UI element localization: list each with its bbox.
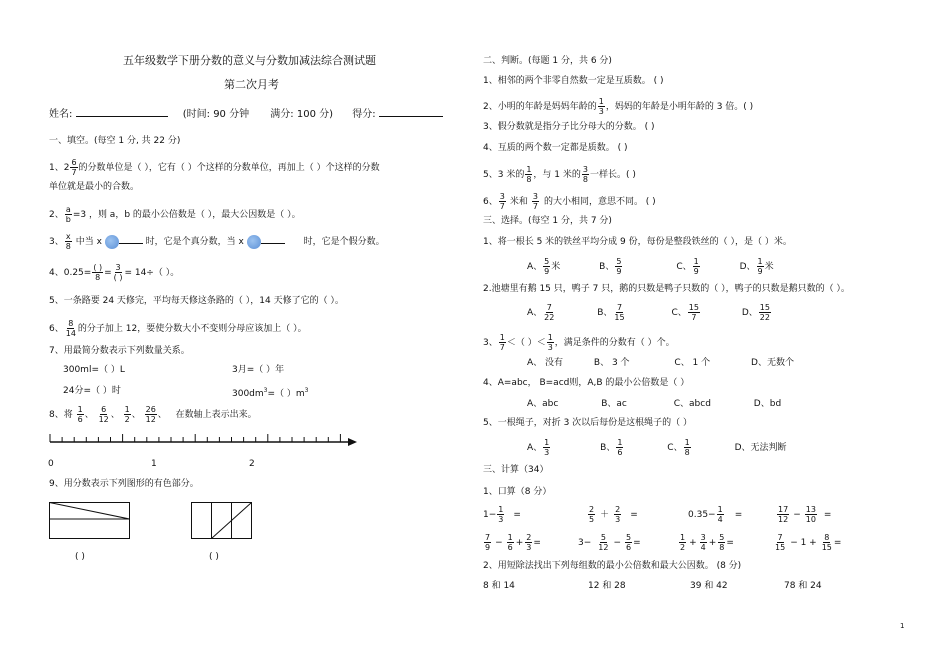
- j6-text-b: 米和: [509, 197, 528, 207]
- option-d[interactable]: [741, 303, 772, 322]
- blue-dot-icon: [247, 235, 261, 249]
- option-a[interactable]: [527, 303, 556, 322]
- q7-volume-a: 300dm: [232, 389, 264, 399]
- axis-label-2: 2: [249, 459, 255, 469]
- option-fraction: [684, 438, 691, 457]
- option-d[interactable]: D、无数个: [751, 358, 794, 368]
- opt-den: 9: [693, 267, 699, 276]
- option-a[interactable]: [527, 438, 551, 457]
- option-label: D、: [741, 308, 758, 318]
- calc-2-4: [773, 533, 841, 552]
- calc-fraction: [497, 505, 504, 524]
- opt-num: 5: [616, 257, 622, 266]
- j5-num-1: 1: [526, 165, 532, 174]
- q8-den-1: 6: [77, 415, 83, 424]
- calc-equals: =: [734, 510, 743, 520]
- calc-num: 2: [526, 533, 532, 542]
- q4-equals: =: [104, 268, 112, 278]
- question-1: [49, 158, 380, 177]
- option-fraction: [757, 257, 764, 276]
- calc-equals: =: [630, 510, 638, 520]
- calc-num: 7: [777, 533, 783, 542]
- option-fraction: [543, 303, 555, 322]
- option-fraction: [759, 303, 771, 322]
- calc-1-3: [688, 505, 742, 524]
- score-label: 得分:: [352, 109, 376, 120]
- q8-num-2: 6: [101, 405, 107, 414]
- option-c[interactable]: [667, 438, 691, 457]
- q3-num: x: [65, 232, 71, 241]
- calc-num: 1: [680, 533, 686, 542]
- option-label: A、: [527, 443, 543, 453]
- choice-2: 2.池塘里有鹅 15 只，鸭子 7 只，鹅的只数是鸭子只数的（ ），鸭子的只数是鹅只数的（ ）。: [483, 284, 850, 294]
- s3-text-a: ＜（ ）＜: [506, 338, 546, 348]
- option-label: C、: [667, 443, 683, 453]
- blue-dot-icon: [105, 235, 119, 249]
- figure-rectangle-2: [191, 502, 253, 540]
- opt-den: 9: [544, 267, 550, 276]
- calc-den: 10: [805, 515, 816, 524]
- option-label: A、: [527, 308, 543, 318]
- opt-num: 7: [546, 303, 552, 312]
- q8-text: 在数轴上表示出来。: [175, 410, 257, 420]
- q8-fraction-1: [77, 405, 84, 424]
- j5-text-b: ，与 1 米的: [533, 170, 581, 180]
- info-line: [49, 109, 443, 121]
- question-4: [49, 263, 179, 282]
- opt-den: 9: [616, 267, 622, 276]
- calc-num: 5: [600, 533, 606, 542]
- calc-den: 5: [589, 515, 595, 524]
- calc-den: 8: [719, 543, 725, 552]
- option-a[interactable]: A、abc: [527, 399, 559, 409]
- calc-den: 6: [626, 543, 632, 552]
- opt-den: 22: [544, 313, 555, 322]
- q4-fraction-1: [92, 263, 103, 282]
- calc-den: 9: [485, 543, 491, 552]
- q3-fraction: [65, 232, 72, 251]
- calc-fraction: [588, 505, 595, 524]
- calc-1-4: [776, 505, 831, 524]
- option-unit: 米: [551, 262, 561, 272]
- j6-fraction-1: [499, 192, 506, 211]
- calc-num: 5: [719, 533, 725, 542]
- calc-num: 2: [615, 505, 621, 514]
- s3-num-2: 1: [547, 333, 553, 342]
- j5-num-2: 3: [582, 165, 588, 174]
- q3-blank-1[interactable]: [119, 243, 143, 244]
- calc-fraction: [805, 505, 817, 524]
- question-5: 5、一条路要 24 天修完，平均每天修这条路的（ ），14 天修了它的（ ）。: [49, 296, 344, 306]
- judge-5: [483, 165, 636, 184]
- exam-title: 五年级数学下册分数的意义与分数加减法综合测试题: [123, 54, 376, 67]
- q7-item-minutes: 24分=（ ）时: [63, 386, 121, 396]
- time-label: (时间: 90 分钟: [182, 109, 250, 120]
- question-1-cont: 单位就是最小的合数。: [49, 182, 140, 192]
- calc-division-heading: 2、用短除法找出下列每组数的最小公倍数和最大公因数。 (8 分): [483, 561, 742, 571]
- q3-text-a: 中当 x: [75, 237, 102, 247]
- q8-fraction-2: [98, 405, 110, 424]
- calc-2-2: [578, 533, 641, 552]
- calc-op: − 1 +: [790, 538, 817, 548]
- q2-fraction: [65, 205, 72, 224]
- opt-num: 1: [544, 438, 550, 447]
- q7-volume-sup2: 3: [304, 387, 309, 394]
- choice-1: 1、将一根长 5 米的铁丝平均分成 9 份，每份是整段铁丝的（ ），是（ ）米。: [483, 237, 792, 247]
- choice-4: 4、A=abc， B=acd则，A,B 的最小公倍数是（ ）: [483, 378, 690, 388]
- judge-4: 4、互质的两个数一定都是质数。 ( ): [483, 143, 628, 153]
- q3-blank-2[interactable]: [261, 243, 285, 244]
- calc-den: 2: [680, 543, 686, 552]
- option-c[interactable]: C、abcd: [673, 399, 711, 409]
- option-fraction: [616, 438, 623, 457]
- full-score-label: 满分: 100 分): [270, 109, 334, 120]
- option-label: B、: [597, 308, 613, 318]
- option-label: B、: [600, 443, 616, 453]
- question-9: 9、用分数表示下列图形的有色部分。: [49, 479, 199, 489]
- calc-fraction: [525, 533, 532, 552]
- calc-2-3: [678, 533, 734, 552]
- calc-2-1: [483, 533, 541, 552]
- score-field[interactable]: [379, 116, 443, 117]
- s3-den-2: 3: [547, 343, 553, 352]
- q8-den-3: 2: [124, 415, 130, 424]
- q2-prefix: 2、: [49, 210, 64, 220]
- calc-equals: =: [823, 510, 832, 520]
- calc-fraction: [484, 533, 491, 552]
- q8-num-4: 26: [145, 405, 156, 414]
- judge-2: [483, 97, 753, 116]
- calc-den: 6: [507, 543, 513, 552]
- opt-num: 15: [688, 303, 699, 312]
- s3-den-1: 7: [499, 343, 505, 352]
- calc-num: 1: [717, 505, 723, 514]
- choice-5: 5、一根绳子，对折 3 次以后每份是这根绳子的（ ）: [483, 418, 693, 428]
- q8-prefix: 8、将: [49, 410, 73, 420]
- q4-num-1: ( ): [93, 263, 103, 272]
- j5-den-1: 8: [526, 175, 532, 184]
- j6-den-2: 7: [532, 202, 538, 211]
- option-c[interactable]: [671, 303, 700, 322]
- opt-den: 8: [684, 448, 690, 457]
- calc-fraction: [614, 505, 621, 524]
- j6-num-1: 3: [499, 192, 505, 201]
- q6-fraction: [65, 319, 77, 338]
- calc-1-2: [587, 505, 638, 524]
- name-label: 姓名:: [49, 109, 73, 120]
- calc-num: 13: [805, 505, 816, 514]
- calc-equals: =: [513, 510, 521, 520]
- calc-part: 3−: [578, 538, 592, 548]
- name-field[interactable]: [76, 116, 168, 117]
- q4-fraction-2: [113, 263, 124, 282]
- calc-num: 1: [498, 505, 504, 514]
- choice-2-options: [527, 303, 772, 322]
- q1-num: 6: [71, 158, 77, 167]
- calc-fraction: [777, 505, 789, 524]
- opt-num: 15: [759, 303, 770, 312]
- calc-part: 1−: [483, 510, 497, 520]
- calc-num: 1: [507, 533, 513, 542]
- option-b[interactable]: B、ac: [601, 399, 627, 409]
- option-c[interactable]: C、 1 个: [674, 358, 711, 368]
- option-d[interactable]: D、无法判断: [734, 443, 787, 453]
- j6-den-1: 7: [499, 202, 505, 211]
- calc-fraction: [774, 533, 786, 552]
- option-label: D、: [739, 262, 756, 272]
- s3-num-1: 1: [499, 333, 505, 342]
- calc-num: 3: [700, 533, 706, 542]
- option-b[interactable]: [597, 303, 626, 322]
- page-number: 1: [900, 622, 905, 630]
- section-calc-heading: 三、计算（34）: [483, 465, 549, 475]
- q2-text: =3 ，则 a，b 的最小公倍数是（ ），最大公因数是（ ）。: [72, 210, 301, 220]
- calc-fraction: [507, 533, 514, 552]
- calc-1-1: [483, 505, 521, 524]
- option-fraction: [688, 303, 700, 322]
- calc-op: +: [515, 538, 524, 548]
- q8-fraction-3: [124, 405, 131, 424]
- calc-num: 7: [485, 533, 491, 542]
- q4-num-2: 3: [115, 263, 121, 272]
- calc-equals: =: [533, 538, 541, 548]
- j5-text-c: 一样长。( ): [589, 170, 636, 180]
- option-fraction: [543, 438, 550, 457]
- option-fraction: [543, 257, 550, 276]
- axis-label-0: 0: [48, 459, 54, 469]
- option-d[interactable]: D、bd: [753, 399, 782, 409]
- question-7: 7、用最简分数表示下列数量关系。: [49, 346, 190, 356]
- calc-den: 15: [821, 543, 832, 552]
- calc-fraction: [718, 533, 725, 552]
- question-6: [49, 319, 307, 338]
- j2-num: 1: [598, 97, 604, 106]
- calc-fraction: [597, 533, 609, 552]
- calc-op: −: [613, 538, 622, 548]
- j6-fraction-2: [532, 192, 539, 211]
- calc-num: 17: [778, 505, 789, 514]
- calc-oral-heading: 1、口算（8 分）: [483, 487, 552, 497]
- calc-fraction: [717, 505, 724, 524]
- choice-5-options: [527, 438, 787, 457]
- opt-den: 6: [617, 448, 623, 457]
- q3-text-b: 时，它是个真分数，当 x: [145, 237, 244, 247]
- s3-fraction-2: [547, 333, 554, 352]
- s3-text-b: ，满足条件的分数有（ ）个。: [554, 338, 675, 348]
- q8-den-2: 12: [98, 415, 109, 424]
- j2-text-a: 2、小明的年龄是妈妈年龄的: [483, 102, 597, 112]
- calc-den: 12: [598, 543, 609, 552]
- opt-den: 9: [757, 267, 763, 276]
- opt-num: 1: [617, 438, 623, 447]
- choice-1-options: [527, 257, 774, 276]
- opt-den: 7: [691, 313, 697, 322]
- q2-num: a: [65, 205, 71, 214]
- opt-num: 7: [616, 303, 623, 312]
- opt-num: 1: [693, 257, 699, 266]
- option-b[interactable]: [600, 438, 624, 457]
- axis-label-1: 1: [151, 459, 157, 469]
- q4-den-2: ( ): [113, 273, 123, 282]
- q8-num-3: 1: [124, 405, 130, 414]
- q8-fraction-4: [145, 405, 157, 424]
- question-8: 8、将 $\frac{1}{6}$ 、 $\frac{6}{12}$ 、 $\frac{1}{2}$ 、 $\frac{26}{12}$ 、 在数轴上表示出来。: [49, 405, 257, 424]
- calc-den: 3: [526, 543, 532, 552]
- option-label: A、: [527, 262, 543, 272]
- calc-den: 3: [615, 515, 621, 524]
- calc-fraction: [700, 533, 707, 552]
- q7-item-ml: 300ml=（ ）L: [63, 365, 125, 375]
- j5-fraction-1: [525, 165, 532, 184]
- option-b[interactable]: [599, 257, 623, 276]
- option-fraction: [615, 257, 622, 276]
- calc-num: 5: [626, 533, 632, 542]
- judge-3: 3、假分数就是指分子比分母大的分数。 ( ): [483, 122, 655, 132]
- option-b[interactable]: B、 3 个: [593, 358, 630, 368]
- calc-part: 0.35−: [688, 510, 716, 520]
- calc-fraction: [679, 533, 686, 552]
- opt-den: 15: [614, 313, 625, 322]
- opt-den: 22: [759, 313, 770, 322]
- q2-den: b: [65, 215, 71, 224]
- calc-equals: =: [633, 538, 641, 548]
- calc-op: +: [708, 538, 717, 548]
- s3-prefix: 3、: [483, 338, 498, 348]
- question-2: [49, 205, 301, 224]
- judge-6: [483, 192, 656, 211]
- j6-num-2: 3: [532, 192, 538, 201]
- calc-fraction: [625, 533, 632, 552]
- q6-num: 8: [68, 319, 74, 328]
- option-d[interactable]: [739, 257, 774, 276]
- q1-fraction: [70, 158, 77, 177]
- q1-den: 7: [71, 168, 77, 177]
- choice-3-options: [527, 357, 794, 369]
- q4-prefix: 4、0.25=: [49, 268, 92, 278]
- j6-text-c: 的大小相同，意思不同。 ( ): [543, 197, 656, 207]
- j2-den: 3: [598, 107, 604, 116]
- calc-equals: =: [833, 538, 842, 548]
- calc-op: −: [793, 510, 801, 520]
- calc-fraction: [821, 533, 833, 552]
- calc-den: 3: [498, 515, 504, 524]
- opt-num: 1: [757, 257, 763, 266]
- calc-den: 4: [717, 515, 723, 524]
- q1-prefix: 1、2: [49, 163, 70, 173]
- q7-volume-b: =（ ）m: [267, 389, 305, 399]
- q4-text: = 14÷（ ）。: [124, 268, 180, 278]
- choice-4-options: [527, 398, 781, 410]
- j2-text-b: ，妈妈的年龄是小明年龄的 3 倍。( ): [605, 102, 754, 112]
- q4-den-1: 8: [95, 273, 101, 282]
- calc-op: −: [495, 538, 503, 548]
- section-fill-heading: 一、填空。(每空 1 分, 共 22 分): [49, 136, 181, 146]
- section-judge-heading: 二、判断。(每题 1 分，共 6 分): [483, 56, 612, 66]
- s3-fraction-1: [499, 333, 506, 352]
- opt-den: 3: [544, 448, 550, 457]
- q6-text: 的分子加上 12，要使分数大小不变则分母应该加上（ ）。: [77, 324, 307, 334]
- calc-equals: =: [726, 538, 734, 548]
- number-pair-2: 12 和 28: [588, 581, 626, 591]
- q9-answer-2[interactable]: ( ): [209, 552, 219, 562]
- judge-1: 1、相邻的两个非零自然数一定是互质数。 ( ): [483, 76, 664, 86]
- j2-fraction: [598, 97, 605, 116]
- option-label: C、: [671, 308, 687, 318]
- j5-den-2: 8: [582, 175, 588, 184]
- q3-prefix: 3、: [49, 237, 64, 247]
- q3-text-c: 时，它是个假分数。: [303, 237, 385, 247]
- j5-text-a: 5、3 米的: [483, 170, 525, 180]
- calc-num: 8: [824, 533, 830, 542]
- q7-item-volume: [232, 385, 309, 400]
- option-a[interactable]: [527, 257, 561, 276]
- number-pair-3: 39 和 42: [690, 581, 728, 591]
- calc-den: 4: [700, 543, 706, 552]
- exam-subtitle: 第二次月考: [224, 78, 279, 91]
- option-c[interactable]: [676, 257, 700, 276]
- opt-num: 1: [684, 438, 690, 447]
- q6-prefix: 6、: [49, 324, 64, 334]
- option-unit: 米: [764, 262, 774, 272]
- option-a[interactable]: A、 没有: [527, 358, 564, 368]
- calc-op: ＋: [600, 510, 610, 520]
- q6-den: 14: [65, 329, 76, 338]
- choice-3: [483, 333, 675, 352]
- option-label: B、: [599, 262, 615, 272]
- number-line: [46, 430, 361, 450]
- calc-den: 15: [775, 543, 786, 552]
- number-pair-1: 8 和 14: [483, 581, 515, 591]
- q8-num-1: 1: [77, 405, 83, 414]
- calc-op: +: [689, 538, 697, 548]
- option-fraction: [693, 257, 700, 276]
- q7-item-month: 3月=（ ）年: [232, 365, 285, 375]
- q8-den-4: 12: [145, 415, 156, 424]
- figure-rectangle-1: [49, 502, 131, 540]
- calc-num: 2: [589, 505, 595, 514]
- option-fraction: [613, 303, 625, 322]
- question-3: [49, 232, 385, 251]
- q3-den: 8: [65, 242, 71, 251]
- j5-fraction-2: [582, 165, 589, 184]
- option-label: C、: [676, 262, 692, 272]
- calc-den: 12: [778, 515, 789, 524]
- number-pair-4: 78 和 24: [784, 581, 822, 591]
- section-choice-heading: 三、选择。(每空 1 分，共 7 分): [483, 216, 612, 226]
- opt-num: 5: [544, 257, 550, 266]
- q9-answer-1[interactable]: ( ): [75, 552, 85, 562]
- j6-text-a: 6、: [483, 197, 498, 207]
- q7-volume-sup: 3: [263, 387, 268, 394]
- q1-text: 的分数单位是（ ），它有（ ）个这样的分数单位，再加上（ ）个这样的分数: [78, 163, 380, 173]
